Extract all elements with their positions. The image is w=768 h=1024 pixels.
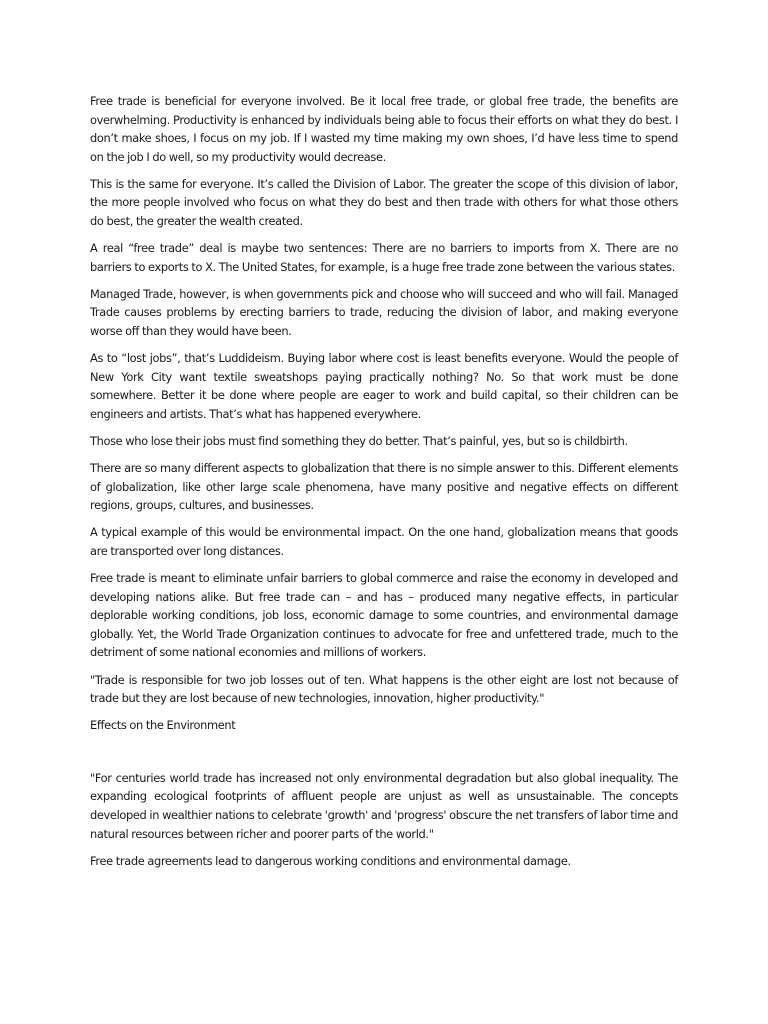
paragraph-job-losses-quote: "Trade is responsible for two job losses out of ten. What happens is the other eight are lost not because of trade but they are lost because of new technologies, innovation, higher productivity." <box>90 672 678 706</box>
section-heading: Effects on the Environment <box>90 718 236 733</box>
paragraph-free-trade-negative: Free trade is meant to eliminate unfair barriers to global commerce and raise the economy in developed and developing nations alike. But free trade can – and has – produced many negative effects, in particular deplorable working conditions, job loss, economic damage to some countries, and environmental damage globally. Yet, the World Trade Organization continues to advocate for free and unfettered trade, much to the detriment of some national economies and millions of workers. <box>90 571 678 660</box>
paragraph-lose-jobs: Those who lose their jobs must find something they do better. That’s painful, yes, but so is childbirth. <box>90 434 628 448</box>
paragraph-real-free-trade: A real “free trade” deal is maybe two sentences: There are no barriers to imports from X. There are no barriers to exports to X. The United States, for example, is a huge free trade zone between the various states. <box>90 241 678 274</box>
paragraph-division-of-labor: This is the same for everyone. It’s called the Division of Labor. The greater the scope of this division of labor, the more people involved who focus on what they do best and then trade with others for what those others do best, the greater the wealth created. <box>90 176 678 229</box>
document-page <box>90 92 678 879</box>
paragraph-lost-jobs: As to “lost jobs”, that’s Luddideism. Buying labor where cost is least benefits everyone. Would the people of New York City want textile sweatshops paying practically nothing? No. So that work must be done somewhere. Better it be done where people are eager to work and build capital, so their children can be engineers and artists. That’s what has happened everywhere. <box>90 351 678 421</box>
paragraph-globalization-aspects: There are so many different aspects to globalization that there is no simple answer to this. Different elements of globalization, like other large scale phenomena, have many positive and negative effects on different regions, groups, cultures, and businesses. <box>90 461 678 513</box>
paragraph-world-trade-quote: "For centuries world trade has increased not only environmental degradation but also global inequality. The expanding ecological footprints of affluent people are unjust as well as unsustainable. The concepts developed in wealthier nations to celebrate 'growth' and 'progress' obscure the net transfers of labor time and natural resources between richer and poorer parts of the world." <box>90 770 678 841</box>
paragraph-managed-trade: Managed Trade, however, is when governments pick and choose who will succeed and who will fail. Managed Trade causes problems by erecting barriers to trade, reducing the division of labor, and making everyone worse off than they would have been. <box>90 286 678 339</box>
paragraph-environmental-impact: A typical example of this would be environmental impact. On the one hand, globalization means that goods are transported over long distances. <box>90 525 678 558</box>
paragraph-free-trade-benefits: Free trade is beneficial for everyone involved. Be it local free trade, or global free trade, the benefits are overwhelming. Productivity is enhanced by individuals being able to focus their efforts on what they do best. I don’t make shoes, I focus on my job. If I wasted my time making my own shoes, I’d have less time to spend on the job I do well, so my productivity would decrease. <box>90 94 678 164</box>
paragraph-closing: Free trade agreements lead to dangerous working conditions and environmental damage. <box>90 853 571 868</box>
